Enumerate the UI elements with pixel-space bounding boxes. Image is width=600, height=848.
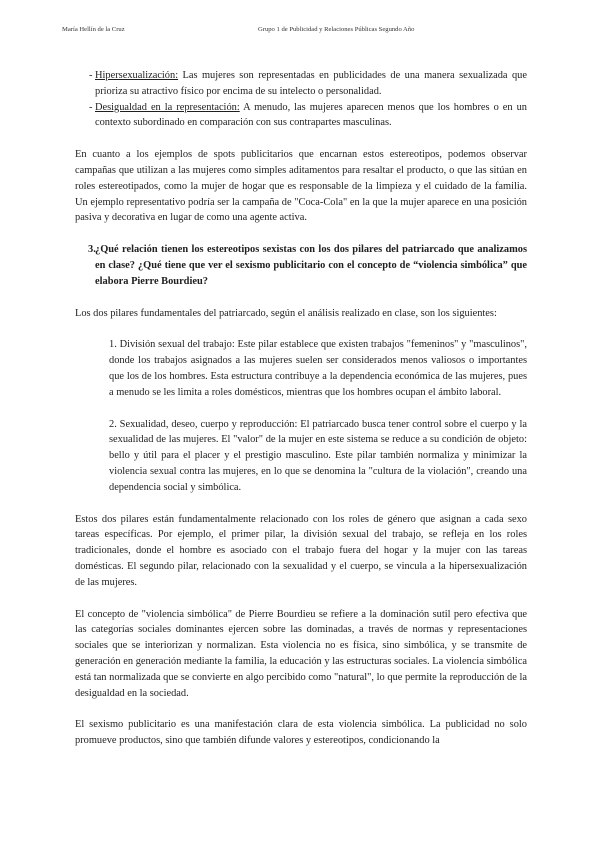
header-course: Grupo 1 de Publicidad y Relaciones Públicas Segundo Año xyxy=(258,26,415,33)
bullet-text: A menudo, las mujeres aparecen menos que los hombres o en un contexto subordinado en comparación con sus contrapartes masculinas. xyxy=(95,101,527,129)
paragraph-bourdieu: El concepto de "violencia simbólica" de Pierre Bourdieu se refiere a la dominación sutil pero efectiva que las categorías sociales dominantes ejercen sobre las dominadas, a través de normas y representaciones sociales que se interiorizan y normalizan. Esta violencia no es física, sino simbólica, y se transmite de generación en generación mediante la familia, la educación y las estructuras sociales. La violencia simbólica está tan normalizada que se convierte en algo percibido como "natural", lo que permite la reproducción de la desigualdad en la sociedad. xyxy=(75,608,527,699)
question-3 xyxy=(75,242,527,289)
bullet-dash: - xyxy=(89,101,93,113)
bullet-desigualdad xyxy=(75,100,527,132)
paragraph-pillars-intro: Los dos pilares fundamentales del patriarcado, según el análisis realizado en clase, son los siguientes: xyxy=(75,307,497,319)
bullet-term: Hipersexualización: xyxy=(95,70,179,81)
pillar-2: 2. Sexualidad, deseo, cuerpo y reproducción: El patriarcado busca tener control sobre el cuerpo y la sexualidad de las mujeres. El "valor" de la mujer en este sistema se reduce a su condición de objeto: bello y útil para el placer y el prestigio masculino. Este pilar también normaliza y minimizar la violencia sexual contra las mujeres, en lo que se denomina la "cultura de la violación", creando una dependencia social y simbólica. xyxy=(109,418,527,493)
question-text: ¿Qué relación tienen los estereotipos sexistas con los dos pilares del patriarcado que analizamos en clase? ¿Qué tiene que ver el sexismo publicitario con el concepto de “violencia simbólica” que elabora Pierre Bourdieu? xyxy=(95,244,527,287)
pillar-1: 1. División sexual del trabajo: Este pilar establece que existen trabajos "femeninos" y "masculinos", donde los trabajos asignados a las mujeres suelen ser considerados menos valiosos o importantes que los de los hombres. Esta estructura contribuye a la dependencia económica de las mujeres, pues a menudo se les limita a roles domésticos, mientras que los hombres ocupan el ámbito laboral. xyxy=(109,339,527,398)
bullet-term: Desigualdad en la representación: xyxy=(95,101,240,113)
header-author: María Hellín de la Cruz xyxy=(62,26,125,33)
paragraph-sexism: El sexismo publicitario es una manifestación clara de esta violencia simbólica. La publicidad no solo promueve productos, sino que también difunde valores y estereotipos, condicionando la xyxy=(75,719,527,747)
question-number: 3. xyxy=(88,244,96,256)
bullet-text: Las mujeres son representadas en publicidades de una manera sexualizada que prioriza su atractivo físico por encima de su intelecto o personalidad. xyxy=(95,70,527,97)
paragraph-pillars-relation: Estos dos pilares están fundamentalmente relacionado con los roles de género que asignan a cada sexo tareas específicas. Por ejemplo, el primer pilar, la división sexual del trabajo, se refleja en los roles tradicionales, donde el hombre es asociado con el trabajo fuera del hogar y la mujer con las tareas domésticas. El segundo pilar, relacionado con la sexualidad y el cuerpo, se vincula a la hipersexualización de las mujeres. xyxy=(75,513,527,588)
document-body xyxy=(75,68,527,749)
paragraph-examples: En cuanto a los ejemplos de spots publicitarios que encarnan estos estereotipos, podemos observar campañas que utilizan a las mujeres como simples aditamentos para resaltar el producto, o que las sitúan en roles estereotipados, como la mujer de hogar que es responsable de la limpieza y el cuidado de la familia. Un ejemplo representativo podría ser la campaña de "Coca-Cola" en la que la mujer aparece en una posición pasiva y decorativa en lugar de como una agente activa. xyxy=(75,149,527,224)
bullet-hipersexualizacion xyxy=(75,68,527,100)
bullet-dash: - xyxy=(89,70,93,81)
